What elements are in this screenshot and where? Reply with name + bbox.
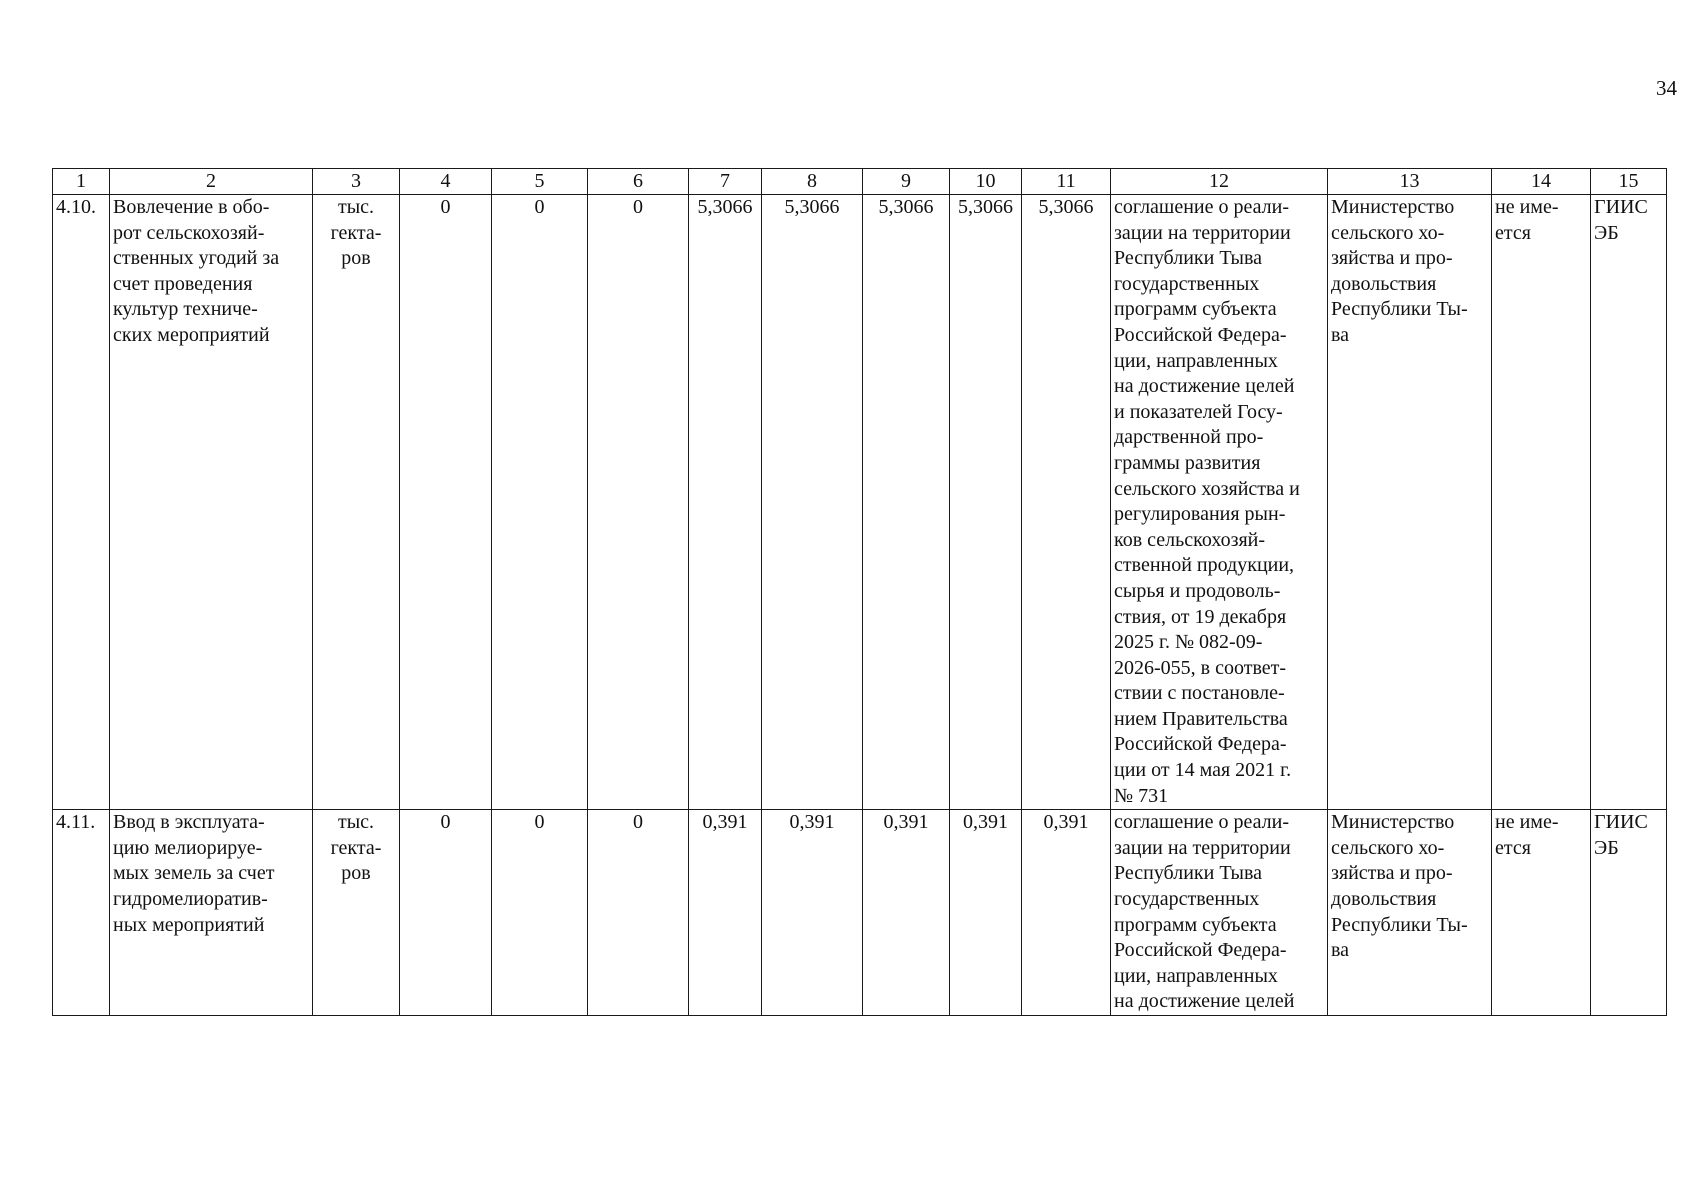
indicator-name: Ввод в эксплуата- цию мелиорируе- мых земель за счет гидромелиоратив- ных мероприятий [110, 810, 313, 1016]
column-header: 10 [950, 169, 1022, 195]
column-14-cell: не име- ется [1492, 810, 1591, 1016]
column-header: 1 [53, 169, 110, 195]
indicator-name: Вовлечение в обо- рот сельскохозяй- ственных угодий за счет проведения культур техниче- ских мероприятий [110, 195, 313, 810]
column-header: 13 [1328, 169, 1492, 195]
value-cell: 5,3066 [950, 195, 1022, 810]
column-header: 11 [1022, 169, 1111, 195]
value-cell: 0,391 [863, 810, 950, 1016]
column-header: 12 [1111, 169, 1328, 195]
value-cell: 5,3066 [689, 195, 762, 810]
value-cell: 0,391 [762, 810, 863, 1016]
value-cell: 5,3066 [1022, 195, 1111, 810]
value-cell: 0 [588, 810, 689, 1016]
unit-cell: тыс. гекта- ров [313, 810, 400, 1016]
indicators-table [52, 168, 1667, 1016]
responsible-cell: Министерство сельского хо- зяйства и про- довольствия Республики Ты- ва [1328, 810, 1492, 1016]
value-cell: 0 [588, 195, 689, 810]
column-header: 14 [1492, 169, 1591, 195]
column-header: 15 [1591, 169, 1667, 195]
column-header: 7 [689, 169, 762, 195]
column-header: 6 [588, 169, 689, 195]
row-number: 4.11. [53, 810, 110, 1016]
value-cell: 0 [492, 195, 588, 810]
column-15-cell: ГИИС ЭБ [1591, 195, 1667, 810]
table-row [53, 810, 1667, 1016]
value-cell: 0,391 [1022, 810, 1111, 1016]
value-cell: 5,3066 [762, 195, 863, 810]
column-header: 5 [492, 169, 588, 195]
page-number: 34 [1656, 76, 1677, 100]
value-cell: 0,391 [950, 810, 1022, 1016]
column-header: 8 [762, 169, 863, 195]
column-header: 4 [400, 169, 492, 195]
column-header: 2 [110, 169, 313, 195]
value-cell: 0,391 [689, 810, 762, 1016]
column-header: 3 [313, 169, 400, 195]
responsible-cell: Министерство сельского хо- зяйства и про- довольствия Республики Ты- ва [1328, 195, 1492, 810]
value-cell: 5,3066 [863, 195, 950, 810]
unit-cell: тыс. гекта- ров [313, 195, 400, 810]
value-cell: 0 [400, 810, 492, 1016]
basis-cell: соглашение о реали- зации на территории Республики Тыва государственных программ субъекта Российской Федера- ции, направленных на достижение целей [1111, 810, 1328, 1016]
column-15-cell: ГИИС ЭБ [1591, 810, 1667, 1016]
column-header: 9 [863, 169, 950, 195]
basis-cell: соглашение о реали- зации на территории Республики Тыва государственных программ субъекта Российской Федера- ции, направленных на достижение целей и показателей Госу- дарственной про- граммы развития сельского хозяйства и регулирования рын- ков сельскохозяй- ственной продукции, сырья и продоволь- ствия, от 19 декабря 2025 г. № 082-09- 2026-055, в соответ- ствии с постановле- нием Правительства Российской Федера- ции от 14 мая 2021 г. № 731 [1111, 195, 1328, 810]
row-number: 4.10. [53, 195, 110, 810]
column-14-cell: не име- ется [1492, 195, 1591, 810]
value-cell: 0 [400, 195, 492, 810]
header-row [53, 169, 1667, 195]
value-cell: 0 [492, 810, 588, 1016]
table-row [53, 195, 1667, 810]
